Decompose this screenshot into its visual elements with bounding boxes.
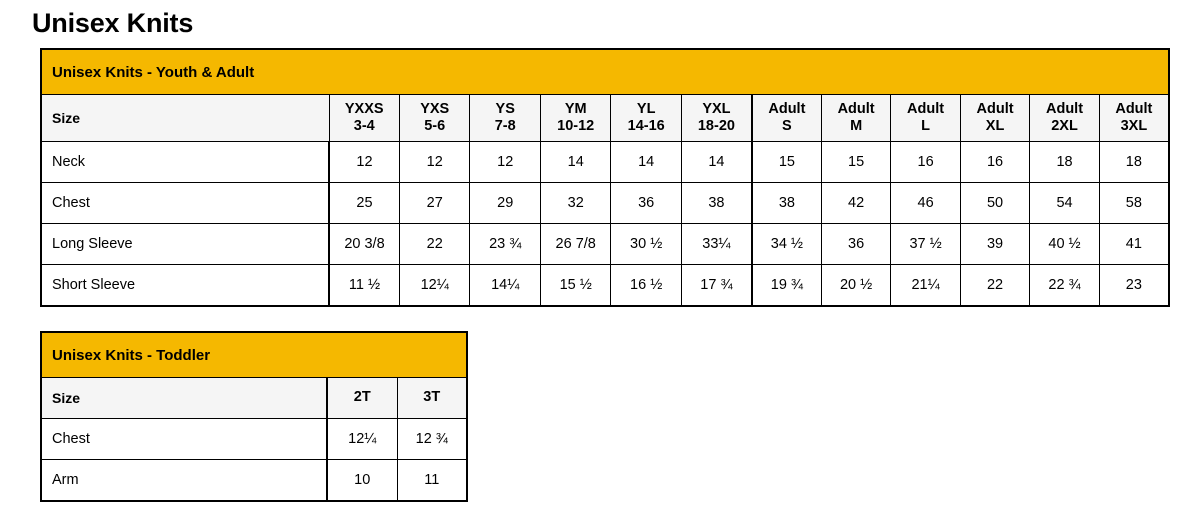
row-1-cell-8: 46 — [891, 183, 960, 224]
row-1-cell-11: 58 — [1099, 183, 1169, 224]
row-0-cell-0: 12 — [329, 142, 399, 183]
row-0-cell-5: 14 — [681, 142, 751, 183]
header-col-2-sub: 7-8 — [494, 118, 516, 134]
header-col-7-sub: M — [850, 118, 863, 134]
column-header-row — [41, 378, 467, 419]
header-col-2 — [470, 95, 540, 142]
header-col-3 — [540, 95, 610, 142]
table-row — [41, 460, 467, 502]
row-0-cell-1: 12 — [399, 142, 469, 183]
row-0-cell-4: 14 — [611, 142, 681, 183]
row-3-cell-9: 22 — [960, 265, 1029, 307]
row-3-cell-7: 20 ½ — [821, 265, 890, 307]
header-col-8-name: Adult — [907, 100, 945, 117]
unisex-knits-toddler-table — [40, 331, 468, 502]
toddler-header-col-1: 3T — [397, 378, 467, 419]
header-col-9-sub: XL — [985, 118, 1005, 134]
header-col-1-name: YXS — [420, 100, 450, 117]
row-2-cell-1: 22 — [399, 224, 469, 265]
header-col-2-name: YS — [495, 100, 515, 117]
header-col-9 — [960, 95, 1029, 142]
row-0-cell-10: 18 — [1030, 142, 1099, 183]
row-0-cell-3: 14 — [540, 142, 610, 183]
header-col-1 — [399, 95, 469, 142]
row-1-cell-6: 38 — [752, 183, 821, 224]
row-3-cell-5: 17 ¾ — [681, 265, 751, 307]
row-2-cell-5: 33¼ — [681, 224, 751, 265]
header-col-11-sub: 3XL — [1120, 118, 1148, 134]
header-col-10-name: Adult — [1045, 100, 1084, 117]
column-header-row — [41, 95, 1169, 142]
header-col-11 — [1099, 95, 1169, 142]
header-col-6 — [752, 95, 821, 142]
row-3-cell-1: 12¼ — [399, 265, 469, 307]
banner-row — [41, 49, 1169, 95]
toddler-row-0-label: Chest — [41, 419, 327, 460]
header-col-4-name: YL — [636, 100, 656, 117]
row-0-cell-11: 18 — [1099, 142, 1169, 183]
header-col-5-name: YXL — [702, 100, 731, 117]
table-row — [41, 224, 1169, 265]
row-0-label: Neck — [41, 142, 329, 183]
header-col-5 — [681, 95, 751, 142]
header-col-11-name: Adult — [1115, 100, 1153, 117]
row-3-cell-10: 22 ¾ — [1030, 265, 1099, 307]
row-2-cell-8: 37 ½ — [891, 224, 960, 265]
toddler-row-0-cell-1: 12 ¾ — [397, 419, 467, 460]
row-3-cell-8: 21¼ — [891, 265, 960, 307]
page-title: Unisex Knits — [32, 8, 194, 38]
row-0-cell-8: 16 — [891, 142, 960, 183]
row-1-cell-10: 54 — [1030, 183, 1099, 224]
row-3-label: Short Sleeve — [41, 265, 329, 307]
header-col-10-sub: 2XL — [1051, 118, 1078, 134]
row-1-cell-0: 25 — [329, 183, 399, 224]
header-col-8 — [891, 95, 960, 142]
row-1-cell-3: 32 — [540, 183, 610, 224]
header-col-7-name: Adult — [837, 100, 875, 117]
banner-row — [41, 332, 467, 378]
toddler-header-col-0: 2T — [327, 378, 397, 419]
row-2-cell-0: 20 3/8 — [329, 224, 399, 265]
row-3-cell-11: 23 — [1099, 265, 1169, 307]
header-col-3-name: YM — [564, 100, 587, 117]
row-3-cell-4: 16 ½ — [611, 265, 681, 307]
header-col-7 — [821, 95, 890, 142]
header-col-8-sub: L — [921, 118, 930, 134]
table-row — [41, 265, 1169, 307]
table-banner-title: Unisex Knits - Youth & Adult — [41, 49, 1169, 95]
row-2-cell-4: 30 ½ — [611, 224, 681, 265]
row-3-cell-2: 14¼ — [470, 265, 540, 307]
row-1-cell-9: 50 — [960, 183, 1029, 224]
row-1-cell-4: 36 — [611, 183, 681, 224]
header-col-4-sub: 14-16 — [627, 118, 665, 134]
row-2-cell-3: 26 7/8 — [540, 224, 610, 265]
row-2-cell-2: 23 ¾ — [470, 224, 540, 265]
toddler-banner-title: Unisex Knits - Toddler — [41, 332, 467, 378]
header-col-1-sub: 5-6 — [424, 118, 446, 134]
row-3-cell-0: 11 ½ — [329, 265, 399, 307]
row-0-cell-2: 12 — [470, 142, 540, 183]
row-1-cell-5: 38 — [681, 183, 751, 224]
header-col-6-sub: S — [782, 118, 792, 134]
row-0-cell-6: 15 — [752, 142, 821, 183]
row-3-cell-6: 19 ¾ — [752, 265, 821, 307]
table-row — [41, 142, 1169, 183]
header-col-6-name: Adult — [768, 100, 806, 117]
header-col-4 — [611, 95, 681, 142]
table-row — [41, 183, 1169, 224]
header-col-10 — [1030, 95, 1099, 142]
row-0-cell-9: 16 — [960, 142, 1029, 183]
row-0-cell-7: 15 — [821, 142, 890, 183]
header-col-0-sub: 3-4 — [353, 118, 375, 134]
header-col-9-name: Adult — [976, 100, 1014, 117]
row-1-cell-1: 27 — [399, 183, 469, 224]
row-2-cell-11: 41 — [1099, 224, 1169, 265]
header-col-0-name: YXXS — [344, 100, 384, 117]
row-2-label: Long Sleeve — [41, 224, 329, 265]
header-col-5-sub: 18-20 — [697, 118, 735, 134]
row-1-cell-2: 29 — [470, 183, 540, 224]
table-row — [41, 419, 467, 460]
row-1-label: Chest — [41, 183, 329, 224]
row-2-cell-6: 34 ½ — [752, 224, 821, 265]
toddler-header-size-label: Size — [41, 378, 327, 419]
header-size-label: Size — [41, 95, 329, 142]
toddler-row-1-cell-1: 11 — [397, 460, 467, 502]
toddler-row-1-label: Arm — [41, 460, 327, 502]
row-1-cell-7: 42 — [821, 183, 890, 224]
toddler-row-1-cell-0: 10 — [327, 460, 397, 502]
unisex-knits-youth-adult-table — [40, 48, 1170, 307]
header-col-3-sub: 10-12 — [557, 118, 595, 134]
toddler-row-0-cell-0: 12¼ — [327, 419, 397, 460]
row-2-cell-10: 40 ½ — [1030, 224, 1099, 265]
row-3-cell-3: 15 ½ — [540, 265, 610, 307]
header-col-0 — [329, 95, 399, 142]
row-2-cell-7: 36 — [821, 224, 890, 265]
row-2-cell-9: 39 — [960, 224, 1029, 265]
